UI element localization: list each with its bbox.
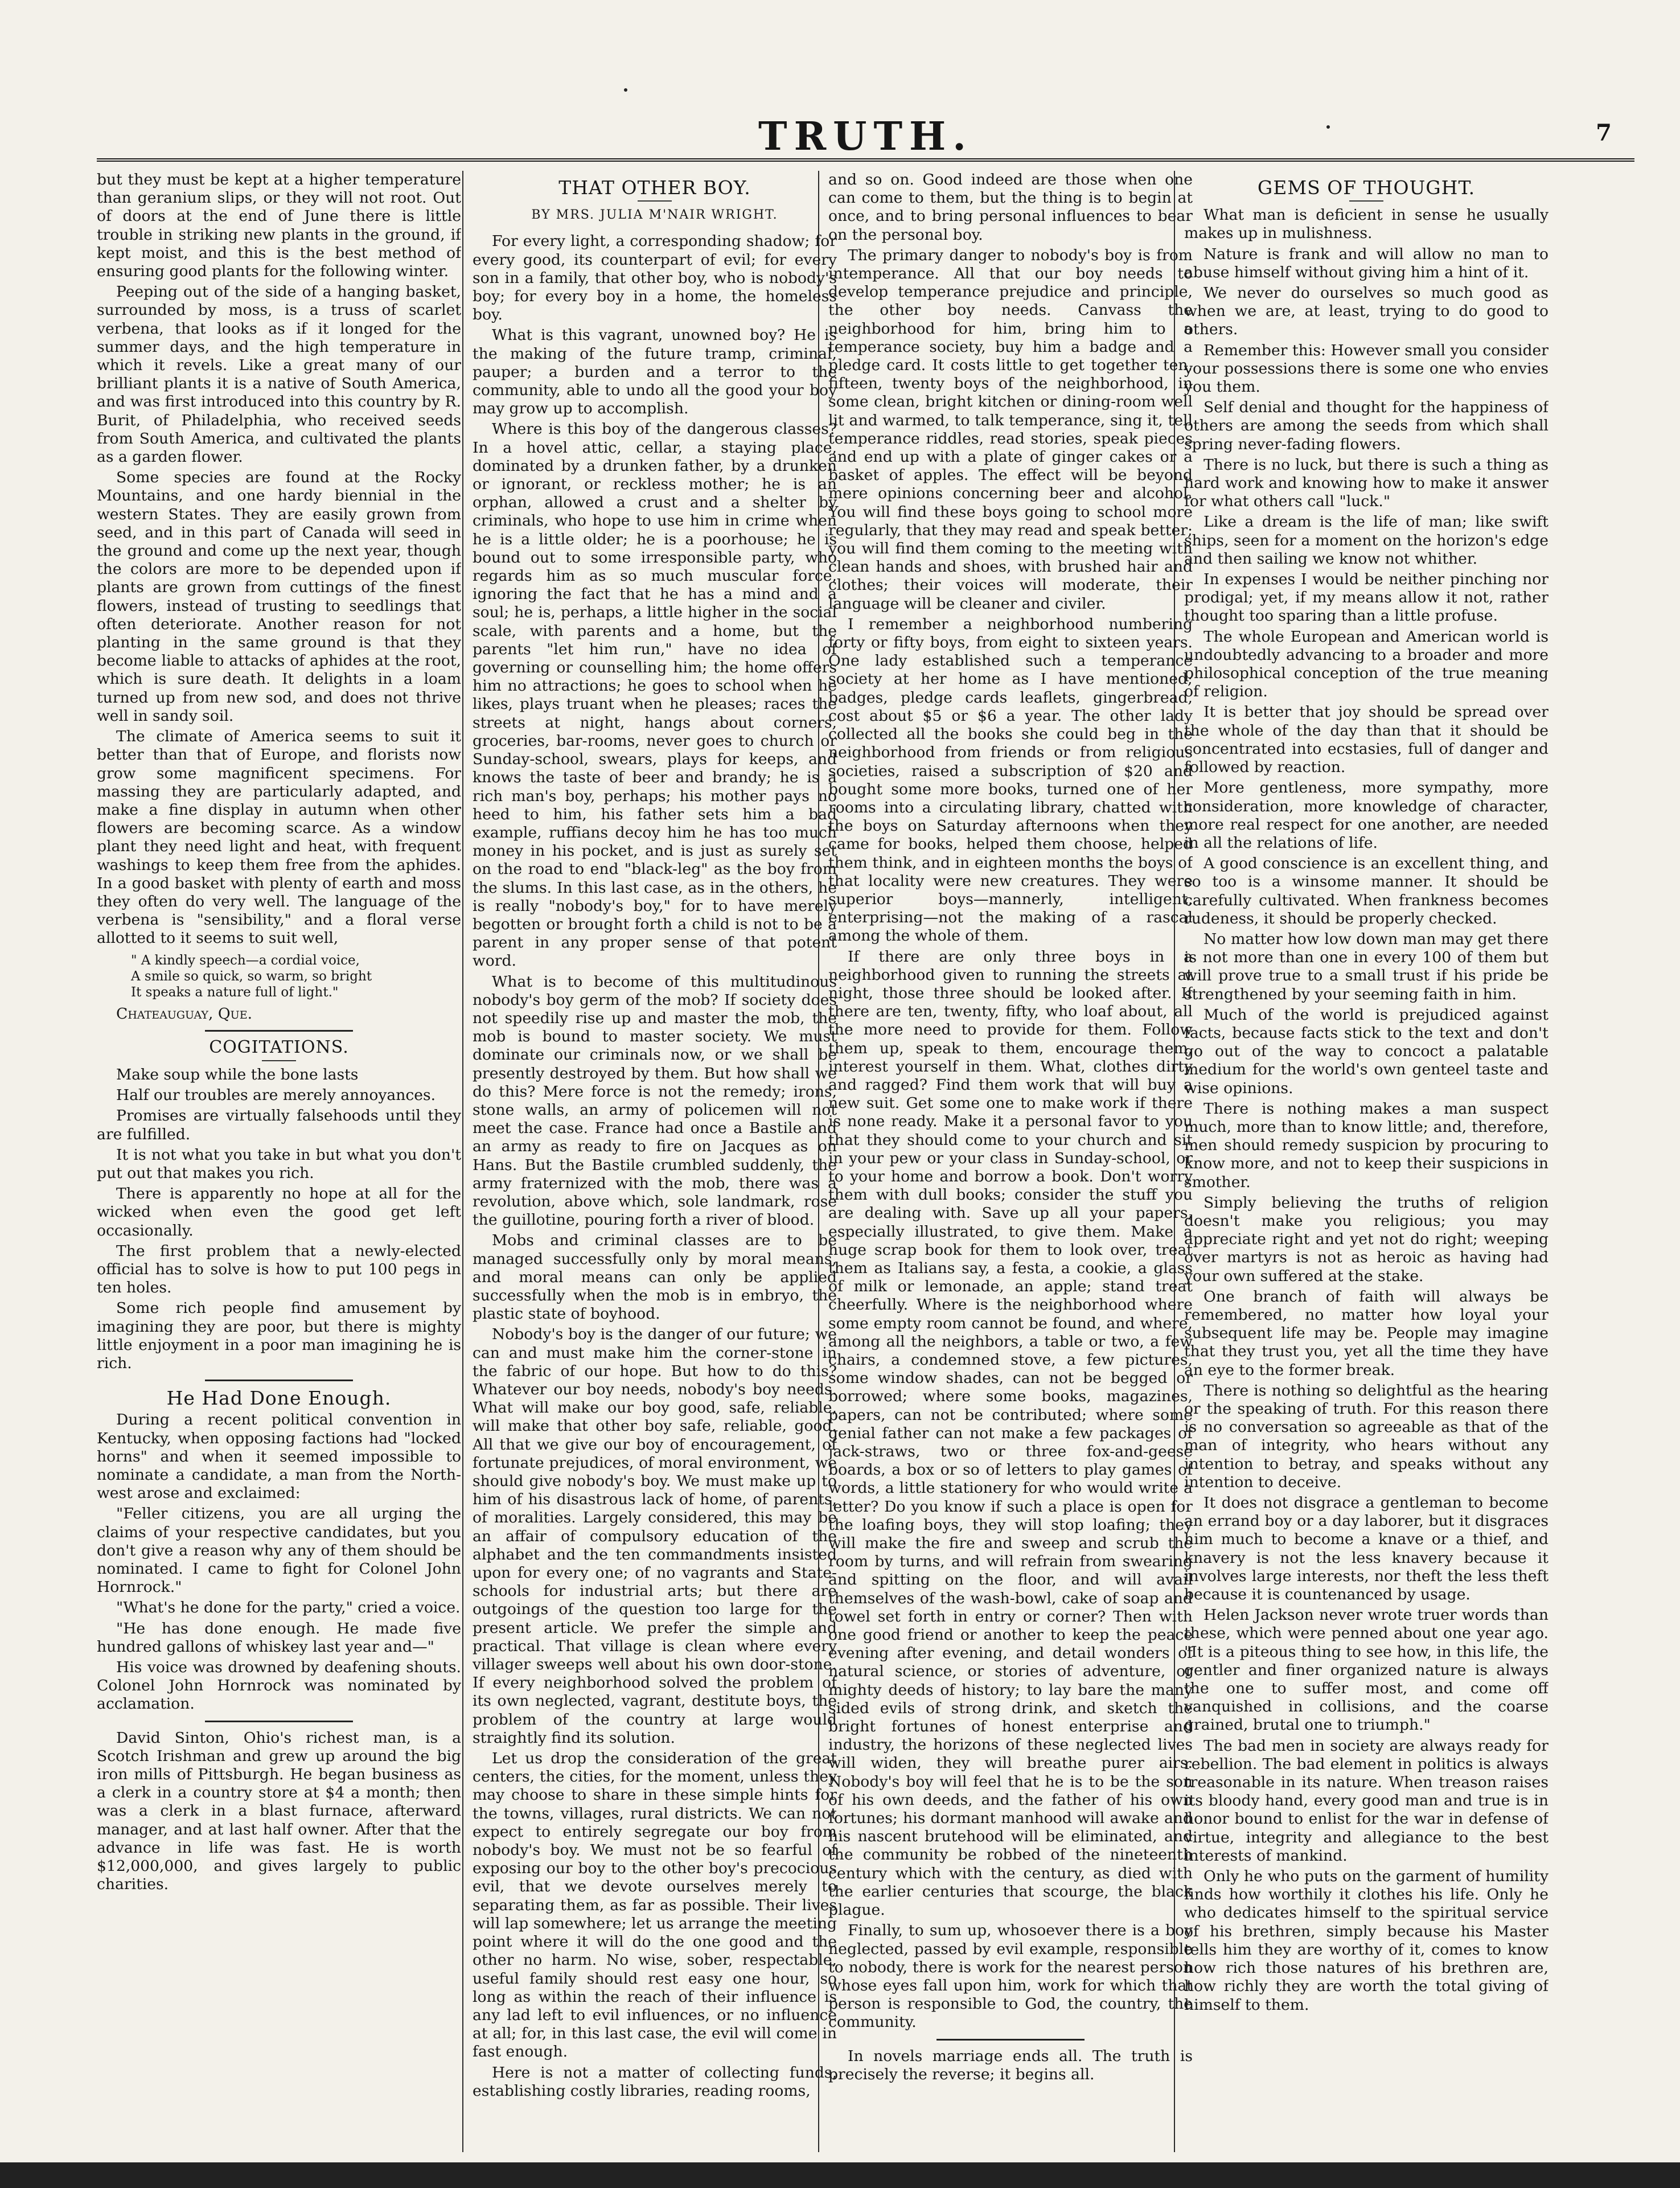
gem-of-thought: The whole European and American world is undoubtedly advancing to a broader and more philosophical conception of the true meaning of religion. — [1184, 627, 1548, 701]
article-paragraph: "He has done enough. He made five hundred gallons of whiskey last year and—" — [97, 1619, 461, 1656]
article-paragraph: For every light, a corresponding shadow; for every good, its counterpart of evil; for every son in a family, that other boy, who is nobody's boy; for every boy in a home, the homeless boy. — [473, 232, 837, 324]
signature: Chateauguay, Que. — [116, 1004, 253, 1023]
gem-of-thought: There is nothing so delightful as the hearing or the speaking of truth. For this reason there is no conversation so agreeable as that of the man of integrity, who hears without any intention to betray, and speaks without any intention to deceive. — [1184, 1381, 1548, 1491]
gem-of-thought: Like a dream is the life of man; like swift ships, seen for a moment on the horizon's edge and then sailing we know not whither. — [1184, 513, 1548, 568]
gem-of-thought: There is nothing makes a man suspect much, more than to know little; and, therefore, men should remedy suspicion by procuring to know more, and not to keep their suspicions in smother. — [1184, 1099, 1548, 1191]
gem-of-thought: Only he who puts on the garment of humility finds how worthily it clothes his life. Only he who dedicates himself to the spiritual service of his brethren, simply because his Master tells him they are worthy of it, comes to know how rich those natures of his brethren are, how richly they are worth the total giving of himself to them. — [1184, 1867, 1548, 2014]
article-paragraph: I remember a neighborhood numbering forty or fifty boys, from eight to sixteen years. One lady established such a temperance society at her home as I have mentioned; badges, pledge cards leaflets, gingerbread, cost about $5 or $6 a year. The other lady collected all the books she could beg in the neighborhood from friends or from religious societies, raised a subscription of $20 and bought some more books, turned one of her rooms into a circulating library, chatted with the boys on Saturday afternoons when they came for books, helped them choose, helped them think, and in eighteen months the boys of that locality were new creatures. They were superior boys—mannerly, intelligent, enterprising—not the making of a rascal among the whole of them. — [828, 615, 1193, 945]
newspaper-title: TRUTH. — [758, 114, 973, 159]
section-divider — [205, 1030, 353, 1032]
gem-of-thought: Helen Jackson never wrote truer words than these, which were penned about one year ago. "It is a piteous thing to see how, in this life, the gentler and finer organized nature is always the one to suffer most, and come off vanquished in collisions, and the coarse grained, brutal one to triumph." — [1184, 1606, 1548, 1734]
gem-of-thought: A good conscience is an excellent thing, and so too is a winsome manner. It should be carefully cultivated. When frankness becomes rudeness, it should be properly checked. — [1184, 855, 1548, 927]
article-paragraph: Finally, to sum up, whosoever there is a boy neglected, passed by evil example, responsible to nobody, there is work for the nearest person whose eyes fall upon him, work for which that person is responsible to God, the country, the community. — [828, 1922, 1193, 2031]
cogitation: The first problem that a newly-elected official has to solve is how to put 100 pegs in ten holes. — [97, 1242, 461, 1297]
byline: BY MRS. JULIA M'NAIR WRIGHT. — [531, 208, 778, 223]
article-paragraph: Mobs and criminal classes are to be managed successfully only by moral means, and moral means can only be applied successfully when the mob is in embryo, the plastic state of boyhood. — [473, 1231, 837, 1323]
article-paragraph: "What's he done for the party," cried a voice. — [116, 1599, 461, 1617]
gem-of-thought: Remember this: However small you consider your possessions there is some one who envies you them. — [1184, 341, 1548, 396]
column-4 — [1184, 171, 1548, 2152]
column-2 — [473, 171, 837, 2152]
poem-line: It speaks a nature full of light." — [131, 984, 339, 1000]
gem-of-thought: Simply believing the truths of religion doesn't make you religious; you may appreciate right and yet not do right; weeping over martyrs is not as heroic as having had your own suffered at the stake. — [1184, 1193, 1548, 1285]
article-paragraph: Here is not a matter of collecting funds, establishing costly libraries, reading rooms, — [473, 2063, 837, 2100]
poem-line: " A kindly speech—a cordial voice, — [131, 953, 360, 968]
page-number: 7 — [1596, 120, 1612, 146]
gem-of-thought: No matter how low down man may get there is not more than one in every 100 of them but will prove true to a small trust if his pride be strengthened by your seeming faith in him. — [1184, 930, 1548, 1003]
article-paragraph: and so on. Good indeed are those when one can come to them, but the thing is to begin at once, and to bring personal influences to bear on the personal boy. — [828, 171, 1193, 244]
column-1 — [97, 171, 461, 2152]
article-paragraph: If there are only three boys in a neighborhood given to running the streets at night, those three should be looked after. If there are ten, twenty, fifty, who loaf about, all the more need to provide for them. Follow them up, speak to them, encourage them, interest yourself in them. What, clothes dirty and ragged? Find them work that will buy a new suit. Get some one to make work if there is none ready. Make it a personal favor to you that they should come to your church and sit in your pew or your class in Sunday-school, or to your home and borrow a book. Don't worry them with dull books; consider the stuff you are dealing with. Save up all your papers, especially illustrated, to give them. Make a huge scrap book for them to look over, treat them as Italians say, a festa, a cookie, a glass of milk or lemonade, an apple; stand treat cheerfully. Where is the neighborhood where some empty room cannot be found, and where, among all the neighbors, a table or two, a few chairs, a condemned stove, a few pictures, some window shades, can not be begged or borrowed; where some books, magazines, papers, can not be contributed; where some genial father can not make a few packages of jack-straws, two or three fox-and-geese boards, a box or so of letters to play games of words, a little stationery for who would write a letter? Do you know if such a place is open for the loafing boys, they will stop loafing; they will make the fire and sweep and scrub the room by turns, and will refrain from swearing and spitting on the floor, and will avail themselves of the wash-bowl, cake of soap and towel set forth in entry or corner? Then with one good friend or another to keep the peace evening after evening, and detail wonders of natural science, or stories of adventure, or mighty deeds of history; to lay bare the many sided evils of strong drink, and sketch the bright fortunes of honest enterprise and industry, the horizons of these neglected lives will widen, they will breathe purer airs. Nobody's boy will feel that he is to be the son of his own deeds, and the father of his own fortunes; his dormant manhood will awake and his nascent brutehood will be eliminated, and the community be robbed of the nineteenth century which with the century, as died with the earlier centuries that scourge, the black plague. — [828, 947, 1193, 1919]
print-speck — [624, 88, 627, 92]
section-heading: COGITATIONS. — [209, 1037, 349, 1057]
column-3 — [828, 171, 1193, 2152]
cogitation: Half our troubles are merely annoyances. — [116, 1086, 436, 1105]
article-paragraph: In novels marriage ends all. The truth is precisely the reverse; it begins all. — [828, 2047, 1193, 2083]
article-paragraph: Peeping out of the side of a hanging basket, surrounded by moss, is a truss of scarlet verbena, that looks as if it longed for the summer days, and the high temperature in which it revels. Like a great many of our brilliant plants it is a native of South America, and was first introduced into this country by R. Burit, of Philadelphia, who received seeds from South America, and cultivated the plants as a garden flower. — [97, 283, 461, 466]
poem-verse — [131, 953, 461, 1000]
gem-of-thought: We never do ourselves so much good as when we are, at least, trying to do good to others. — [1184, 284, 1548, 339]
cogitation: It is not what you take in but what you don't put out that makes you rich. — [97, 1146, 461, 1182]
article-paragraph: Let us drop the consideration of the great centers, the cities, for the moment, unless they may choose to share in these simple hints for the towns, villages, rural districts. We can not expect to entirely segregate our boy from nobody's boy. We must not be so fearful of exposing our boy to the other boy's precocious evil, that we devote ourselves merely to separating them, as far as possible. Their lives will lap somewhere; let us arrange the meeting point where it will do the one good and the other no harm. No wise, sober, respectable, useful family should rest easy one hour, so long as within the reach of their influence is any lad left to evil influences, or no influence at all; for, in this last case, the evil will come in fast enough. — [473, 1750, 837, 2061]
article-paragraph: David Sinton, Ohio's richest man, is a Scotch Irishman and grew up around the big iron mills of Pittsburgh. He began business as a clerk in a country store at $4 a month; then was a clerk in a blast furnace, afterward manager, and at last half owner. After that the advance in life was fast. He is worth $12,000,000, and gives largely to public charities. — [97, 1729, 461, 1894]
gem-of-thought: Nature is frank and will allow no man to abuse himself without giving him a hint of it. — [1184, 245, 1548, 281]
masthead-rule — [97, 158, 1634, 165]
article-paragraph: Nobody's boy is the danger of our future; we can and must make him the corner-stone in the fabric of our hope. But how to do this? Whatever our boy needs, nobody's boy needs. What will make our boy good, safe, reliable, will make that other boy safe, reliable, good. All that we give our boy of encouragement, of fortunate prejudices, of moral environment, we should give nobody's boy. We must make up to him of his disastrous lack of home, of parents, of moralities. Largely considered, this may be an affair of compulsory education of the alphabet and the ten commandments insisted upon for every one; of no vagrants and State-schools for industrial arts; but there are outgoings of the question too large for the present article. We prefer the simple and practical. That village is clean where every villager sweeps well about his own door-stone. If every neighborhood solved the problem of its own neglected, vagrant, destitute boys, the problem of the country at large would straightly find its solution. — [473, 1325, 837, 1747]
article-paragraph: During a recent political convention in Kentucky, when opposing factions had "locked horns" and when it seemed impossible to nominate a candidate, a man from the North-west arose and exclaimed: — [97, 1411, 461, 1503]
article-paragraph: Where is this boy of the dangerous classes? In a hovel attic, cellar, a staying place, dominated by a drunken father, by a drunken or ignorant, or reckless mother; he is an orphan, allowed a crust and a shelter by criminals, who hope to use him in crime when he is a little older; he is a poorhouse; he is bound out to some irresponsible party, who regards him as so much muscular force, ignoring the fact that he has a mind and a soul; he is, perhaps, a little higher in the social scale, with parents and a home, but the parents "let him run," have no idea of governing or counselling him; the home offers him no attractions; he goes to school when he likes, plays truant when he pleases; races the streets at night, hangs about corners, groceries, bar-rooms, never goes to church or Sunday-school, swears, plays for keeps, and knows the taste of beer and brandy; he is a rich man's boy, perhaps; his mother pays no heed to him, his father sets him a bad example, ruffians decoy him he has too much money in his pocket, and is just as surely set on the road to end "black-leg" as the boy from the slums. In this last case, as in the others, he is really "nobody's boy," for to have merely begotten or brought forth a child is not to be a parent in any proper sense of that potent word. — [473, 420, 837, 970]
column-rule — [462, 171, 463, 2152]
gem-of-thought: It is better that joy should be spread over the whole of the day than that it should be concentrated into ecstasies, full of danger and followed by reaction. — [1184, 703, 1548, 777]
gem-of-thought: In expenses I would be neither pinching nor prodigal; yet, if my means allow it not, rather thought too sparing than a little profuse. — [1184, 570, 1548, 625]
article-paragraph: The climate of America seems to suit it better than that of Europe, and florists now grow some magnificent specimens. For massing they are particularly adapted, and make a fine display in autumn when other flowers are becoming scarce. As a window plant they need light and heat, with frequent washings to keep them free from the aphides. In a good basket with plenty of earth and moss they often do very well. The language of the verbena is "sensibility," and a floral verse allotted to it seems to suit well, — [97, 728, 461, 947]
section-heading: He Had Done Enough. — [166, 1387, 392, 1410]
cogitation: Some rich people find amusement by imagining they are poor, but there is mighty little enjoyment in a poor man imagining he is rich. — [97, 1299, 461, 1372]
section-divider — [205, 1380, 353, 1381]
masthead — [97, 114, 1634, 159]
cogitation: Promises are virtually falsehoods until they are fulfilled. — [97, 1107, 461, 1143]
article-title: THAT OTHER BOY. — [558, 176, 751, 199]
article-paragraph: What is this vagrant, unowned boy? He is the making of the future tramp, criminal, pauper; a burden and a terror to the community, able to undo all the good your boy may grow up to accomplish. — [473, 326, 837, 418]
heading-rule — [1349, 200, 1383, 202]
scan-edge-band — [0, 2162, 1680, 2188]
article-paragraph: The primary danger to nobody's boy is from intemperance. All that our boy needs to develop temperance prejudice and principle, the other boy needs. Canvass the neighborhood for him, bring him to a temperance society, buy him a badge and a pledge card. It costs little to get together ten, fifteen, twenty boys of the neighborhood, in some clean, bright kitchen or dining-room well lit and warmed, to talk temperance, sing it, tell temperance riddles, read stories, speak pieces and end up with a plate of ginger cakes or a basket of apples. The effect will be beyond mere opinions concerning beer and alcohol. You will find these boys going to school more regularly, that they may read and speak better; you will find them coming to the meeting with clean hands and shoes, with brushed hair and clothes; their voices will moderate, their language will be cleaner and civiler. — [828, 246, 1193, 613]
gem-of-thought: There is no luck, but there is such a thing as hard work and knowing how to make it answer for what others call "luck." — [1184, 455, 1548, 511]
heading-rule — [638, 200, 672, 202]
cogitation: Make soup while the bone lasts — [116, 1065, 359, 1083]
gem-of-thought: It does not disgrace a gentleman to become an errand boy or a day laborer, but it disgraces him much to become a knave or a thief, and knavery is not the less knavery because it involves large interests, nor theft the less theft because it is countenanced by usage. — [1184, 1494, 1548, 1604]
section-divider — [205, 1721, 353, 1722]
article-paragraph: Some species are found at the Rocky Mountains, and one hardy biennial in the western States. They are easily grown from seed, and in this part of Canada will seed in the ground and come up the next year, though the colors are more to be depended upon if plants are grown from cuttings of the finest flowers, instead of trusting to seedlings that often deteriorate. Another reason for not planting in the same ground is that they become liable to attacks of aphides at the root, which is sure death. It delights in a loam turned up from new sod, and does not thrive well in sandy soil. — [97, 469, 461, 725]
section-divider — [936, 2039, 1085, 2041]
article-paragraph: but they must be kept at a higher temperature than geranium slips, or they will not root. Out of doors at the end of June there is little trouble in striking new plants in the ground, if kept moist, and this is the best method of ensuring good plants for the following winter. — [97, 171, 461, 281]
article-paragraph: His voice was drowned by deafening shouts. Colonel John Hornrock was nominated by acclamation. — [97, 1659, 461, 1713]
poem-line: A smile so quick, so warm, so bright — [131, 968, 372, 984]
heading-rule — [262, 1060, 296, 1061]
gem-of-thought: More gentleness, more sympathy, more consideration, more knowledge of character, more real respect for one another, are needed in all the relations of life. — [1184, 779, 1548, 852]
gem-of-thought: What man is deficient in sense he usually makes up in mulishness. — [1184, 206, 1548, 243]
gem-of-thought: Self denial and thought for the happiness of others are among the seeds from which shall spring never-fading flowers. — [1184, 399, 1548, 453]
gem-of-thought: The bad men in society are always ready for rebellion. The bad element in politics is always treasonable in its nature. When treason raises its bloody hand, every good man and true is in honor bound to enlist for the war in defense of virtue, integrity and allegiance to the best interests of mankind. — [1184, 1737, 1548, 1865]
article-paragraph: "Feller citizens, you are all urging the claims of your respective candidates, but you don't give a reason why any of them should be nominated. I came to fight for Colonel John Hornrock." — [97, 1505, 461, 1596]
article-paragraph: What is to become of this multitudinous nobody's boy germ of the mob? If society does not speedily rise up and master the mob, the mob is bound to master society. We must dominate our criminals now, or we shall be presently destroyed by them. But how shall we do this? Mere force is not the remedy; irons, stone walls, an army of policemen will not meet the case. France had once a Bastile and an army as ready to fire on Jacques as on Hans. But the Bastile crumbled suddenly, the army fraternized with the mob, there was a revolution, above which, sole landmark, rose the guillotine, pouring forth a river of blood. — [473, 972, 837, 1229]
cogitation: There is apparently no hope at all for the wicked when even the good get left occasionally. — [97, 1185, 461, 1239]
gem-of-thought: Much of the world is prejudiced against facts, because facts stick to the text and don't go out of the way to concoct a palatable medium for the world's own genteel taste and wise opinions. — [1184, 1005, 1548, 1097]
section-heading: GEMS OF THOUGHT. — [1257, 176, 1476, 199]
gem-of-thought: One branch of faith will always be remembered, no matter how loyal your subsequent life may be. People may imagine that they trust you, yet all the time they have an eye to the former break. — [1184, 1287, 1548, 1379]
